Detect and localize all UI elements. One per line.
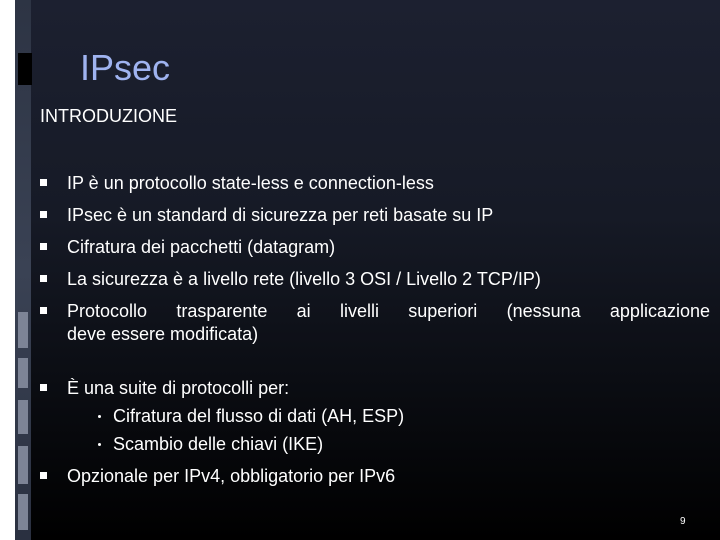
- bullet-text: IP è un protocollo state-less e connection-less: [67, 173, 434, 193]
- bullet-text: Opzionale per IPv4, obbligatorio per IPv6: [67, 466, 396, 486]
- title-marker-block: [18, 53, 32, 85]
- square-bullet-icon: [40, 384, 47, 391]
- bullet-text-continued: deve essere modificata): [67, 324, 259, 344]
- bullet-text: È una suite di protocolli per:: [67, 378, 290, 398]
- bullet-text: Protocollo trasparente ai livelli superiori (nessuna applicazione: [67, 301, 710, 321]
- strip-accent-bar: [18, 446, 28, 484]
- dot-bullet-icon: [98, 415, 101, 418]
- slide-subtitle: INTRODUZIONE: [40, 106, 177, 126]
- strip-accent-bar: [18, 358, 28, 388]
- square-bullet-icon: [40, 307, 47, 314]
- sub-bullet-text: Scambio delle chiavi (IKE): [113, 434, 324, 454]
- bullet-item: [40, 172, 710, 195]
- bullet-list: [40, 172, 710, 488]
- sub-bullet-item: [40, 433, 710, 456]
- page-number: 9: [680, 516, 686, 527]
- bullet-text: Cifratura dei pacchetti (datagram): [67, 237, 336, 257]
- strip-accent-bar: [18, 312, 28, 348]
- bullet-item: [40, 465, 710, 488]
- slide-title: IPsec: [80, 47, 171, 88]
- square-bullet-icon: [40, 211, 47, 218]
- bullet-item: [40, 377, 710, 400]
- square-bullet-icon: [40, 243, 47, 250]
- bullet-item: [40, 236, 710, 259]
- bullet-text: La sicurezza è a livello rete (livello 3 OSI / Livello 2 TCP/IP): [67, 269, 541, 289]
- bullet-item: [40, 268, 710, 291]
- square-bullet-icon: [40, 179, 47, 186]
- sub-bullet-text: Cifratura del flusso di dati (AH, ESP): [113, 406, 405, 426]
- bullet-text: IPsec è un standard di sicurezza per reti basate su IP: [67, 205, 494, 225]
- dot-bullet-icon: [98, 443, 101, 446]
- square-bullet-icon: [40, 472, 47, 479]
- bullet-item: [40, 204, 710, 227]
- strip-accent-bar: [18, 400, 28, 434]
- sub-bullet-item: [40, 405, 710, 428]
- bullet-item: [40, 300, 710, 346]
- square-bullet-icon: [40, 275, 47, 282]
- strip-accent-bar: [18, 494, 28, 530]
